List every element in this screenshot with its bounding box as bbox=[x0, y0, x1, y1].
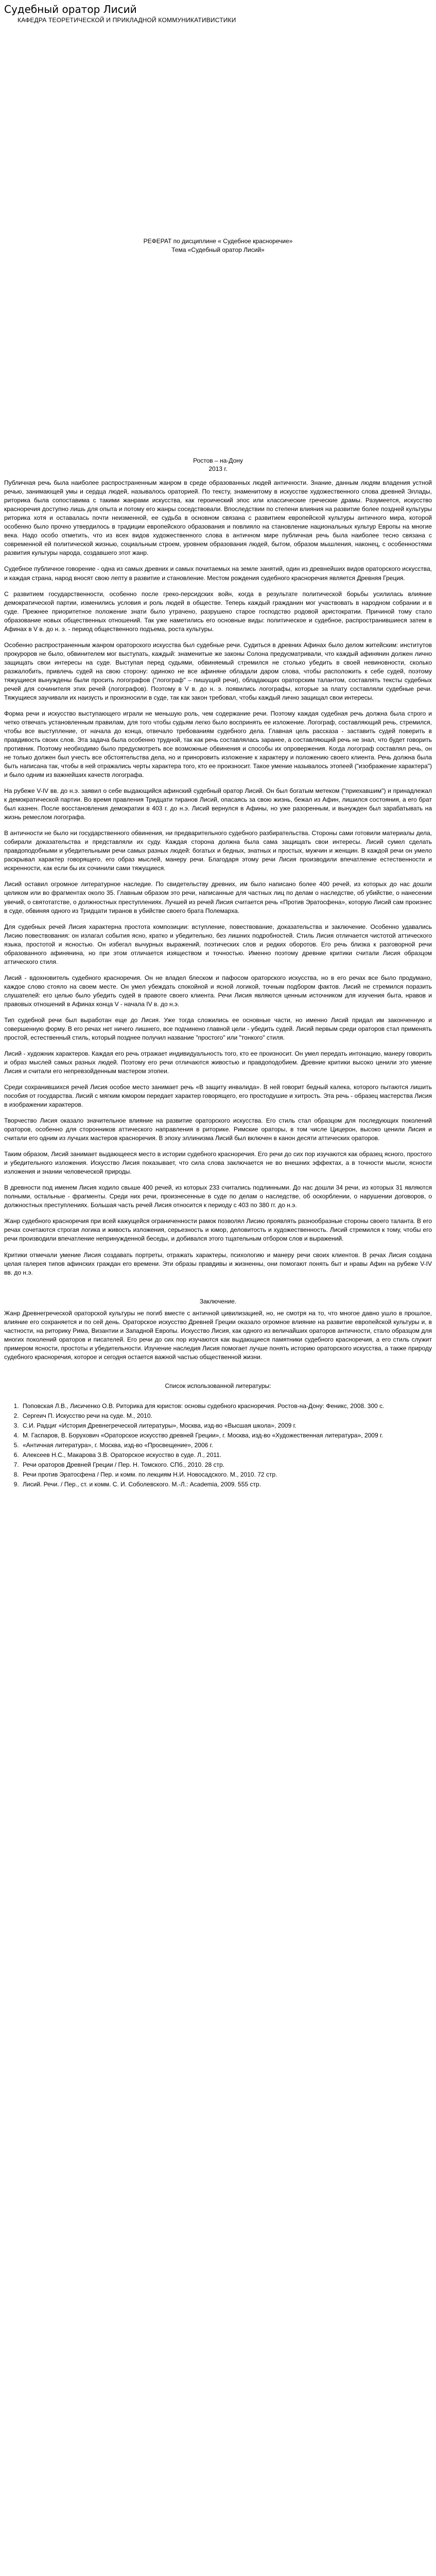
bibliography-list bbox=[4, 1402, 432, 1489]
bibliography-item: 1. Поповская Л.В., Лисиченко О.В. Риторика для юристов: основы судебного красноречия. Ростов-на-Дону: Феникс, 2008. 300 с. bbox=[21, 1402, 432, 1411]
body-paragraph: Жанр судебного красноречия при всей кажущейся ограниченности рамок позволял Лисию проявлять разнообразные стороны своего таланта. В его речах сочетаются строгая логика и живость изложения, серьезность и юмор, деловитость и художественность. Лисий стремился к тому, чтобы его речи производили впечатление непринужденной беседы, и добивался этого тщательным отбором слов и выражений. bbox=[4, 1217, 432, 1243]
conclusion-paragraph: Жанр Древнегреческой ораторской культуры не погиб вместе с античной цивилизацией, но, не смотря на то, что многое давно ушло в прошлое, влияние его сохраняется и по сей день. Ораторское искусство Древней Греции оказало огромное влияние на развитие европейской культуры и, в частности, на риторику Рима, Византии и Западной Европы. Искусство Лисия, как одного из величайших ораторов античности, стало образцом для многих поколений ораторов и писателей. Его речи до сих пор изучаются как выдающиеся памятники судебного красноречия, а его стиль служит примером ясности, простоты и убедительности. Изучение наследия Лисия помогает лучше понять историю ораторского искусства, а также природу судебного красноречия, которое и сегодня остается важной частью общественной жизни. bbox=[4, 1309, 432, 1361]
conclusion-heading: Заключение. bbox=[199, 1297, 237, 1305]
spacer bbox=[4, 473, 432, 479]
body-paragraph: Лисий - художник характеров. Каждая его речь отражает индивидуальность того, кто ее произносит. Он умел передать интонацию, манеру говорить и образ мыслей самых разных людей. Поэтому его речи отличаются живостью и правдоподобием. Древние критики высоко ценили это умение Лисия и считали его непревзойденным мастером этопеи. bbox=[4, 1049, 432, 1075]
body-paragraph: Лисий - вдохновитель судебного красноречия. Он не владел блеском и пафосом ораторского искусства, но в его речах все было продумано, каждое слово стояло на своем месте. Он умел убеждать спокойной и ясной логикой, точным подбором фактов. Лисий не стремился поразить слушателей: его целью было убедить судей в правоте своего клиента. Речи Лисия являются ценным источником для изучения быта, нравов и правовых отношений в Афинах конца V - начала IV в. до н.э. bbox=[4, 974, 432, 1008]
page-title: Судебный оратор Лисий bbox=[4, 3, 137, 15]
report-body bbox=[4, 479, 432, 1277]
bibliography-item: 4. М. Гаспаров, В. Борухович «Ораторское искусство древней Греции», г. Москва, изд-во «Художественная литература», 2009 г. bbox=[21, 1431, 432, 1440]
body-paragraph: Таким образом, Лисий занимает выдающееся место в истории судебного красноречия. Его речи до сих пор изучаются как образец ясного, простого и убедительного изложения. Искусство Лисия показывает, что сила слова заключается не во внешних эффектах, а в точности мысли, ясности изложения и знании человеческой природы. bbox=[4, 1150, 432, 1176]
bibliography-item: 7. Речи ораторов Древней Греции / Пер. Н. Томского. СПб., 2010. 28 стр. bbox=[21, 1461, 432, 1469]
spacer bbox=[4, 1394, 432, 1402]
department-name: КАФЕДРА ТЕОРЕТИЧЕСКОЙ И ПРИКЛАДНОЙ КОММУНИКАТИВИСТИКИ bbox=[18, 16, 236, 24]
body-paragraph: На рубеже V-IV вв. до н.э. заявил о себе выдающийся афинский судебный оратор Лисий. Он был богатым метеком ("приехавшим") и принадлежал к демократической партии. Во время правления Тридцати тиранов Лисий, опасаясь за свою жизнь, бежал из Афин, лишился состояния, а его брат был казнен. После восстановления демократии в 403 г. до н.э. Лисий вернулся в Афины, но уже разоренным, и вынужден был зарабатывать на жизнь ремеслом логографа. bbox=[4, 787, 432, 821]
report-topic-line: Тема «Судебный оратор Лисий» bbox=[171, 246, 265, 253]
report-discipline-line: РЕФЕРАТ по дисциплине « Судебное красноречие» bbox=[143, 238, 293, 245]
body-paragraph: В античности не было ни государственного обвинения, ни предварительного судебного разбирательства. Стороны сами готовили материалы дела, собирали доказательства и представляли их суду. Каждая сторона должна была сама защищать свои интересы. Лисий сумел сделать правдоподобными и убедительными речи самых разных людей: богатых и бедных, знатных и простых, мужчин и женщин. В каждой речи он умело раскрывал характер говорящего, его образ мыслей, манеру речи. Благодаря этому речи Лисия производили впечатление естественности и искренности, как если бы их сочинили сами тяжущиеся. bbox=[4, 829, 432, 872]
body-paragraph: Тип судебной речи был выработан еще до Лисия. Уже тогда сложились ее основные части, но именно Лисий придал им законченную и совершенную форму. В его речах нет ничего лишнего, все подчинено главной цели - убедить судей. Лисий первым среди ораторов стал применять простой, естественный стиль, который позднее получил название "простого" или "тонкого" стиля. bbox=[4, 1016, 432, 1041]
year-line: 2013 г. bbox=[208, 465, 228, 473]
body-paragraph: Лисий оставил огромное литературное наследие. По свидетельству древних, им было написано более 400 речей, из которых до нас дошли целиком или во фрагментах около 35. Главным образом это речи, написанные для частных лиц по делам о наследстве, об убийстве, о нанесении увечий, о святотатстве, о должностных преступлениях. Лучшей из речей Лисия считается речь «Против Эратосфена», которую Лисий сам произнес в суде, обвиняя одного из Тридцати тиранов в убийстве своего брата Полемарха. bbox=[4, 880, 432, 914]
bibliography-item: 9. Лисий. Речи. / Пер., ст. и комм. С. И. Соболевского. М.-Л.: Academia, 2009. 555 стр. bbox=[21, 1480, 432, 1489]
bibliography-item: 8. Речи против Эратосфена / Пер. и комм. по лекциям Н.И. Новосадского. М., 2010. 72 стр. bbox=[21, 1470, 432, 1479]
body-paragraph: С развитием государственности, особенно после греко-персидских войн, когда в результате политической борьбы усилилась влияние демократической партии, изменились условия и роль людей в обществе. Теперь каждый гражданин мог участвовать в народном собрании и в суде. Прежнее приоритетное положение знати было утрачено, разрушено старое господство родовой аристократии. Причиной тому стало образование новых общественных отношений. Так уже наметились его основные виды: политическое и судебное, распространившиеся затем в Афинах в V в. до н. э. - период общественного подъема, роста культуры. bbox=[4, 590, 432, 633]
document-page bbox=[0, 3, 436, 1511]
body-paragraph: Творчество Лисия оказало значительное влияние на развитие ораторского искусства. Его стиль стал образцом для последующих поколений ораторов, особенно для сторонников аттического направления в риторике. Римские ораторы, в том числе Цицерон, высоко ценили Лисия и считали его одним из лучших мастеров красноречия. В эпоху эллинизма Лисий был включен в канон десяти аттических ораторов. bbox=[4, 1117, 432, 1142]
body-paragraph: Публичная речь была наиболее распространенным жанром в среде образованных людей античности. Знание, данным людям владения устной речью, занимающей умы и сердца людей, называлось ораторией. По тексту, знаменитому в искусстве художественного слова древней Эллады, риторика была сопоставима с такими жанрами искусства, как героический эпос или классические греческие драмы. Разумеется, искусство красноречия доступно лишь для опыта и потому его жанры соседствовали. Впоследствии по степени влияния на развитие более поздней культуры риторика хотя и оставалась почти неизменной, ее судьба в основном связана с развитием европейской культуры античного мира, которой особенно было прочно утвердилось в традиции европейского образования и повлияло на становление национальных культур Европы на многие века. Надо особо отметить, что из всех видов художественного слова в античном мире публичная речь была наиболее тесно связана с современной ей политической жизнью, социальным строем, уровнем образования людей, бытом, образом мышления, наконец, с особенностями развития культуры народа, создавшего этот жанр. bbox=[4, 479, 432, 557]
body-paragraph: Среди сохранившихся речей Лисия особое место занимает речь «В защиту инвалида». В ней говорит бедный калека, которого пытаются лишить пособия от государства. Лисий с мягким юмором передает характер говорящего, его простодушие и хитрость. Эта речь - образец мастерства Лисия в изображении характеров. bbox=[4, 1083, 432, 1109]
bibliography-item: 6. Алексеев Н.С., Макарова З.В. Ораторское искусство в суде. Л., 2011. bbox=[21, 1451, 432, 1460]
body-paragraph: Для судебных речей Лисия характерна простота композиции: вступление, повествование, доказательства и заключение. Особенно удавались Лисию повествования: он излагал события ясно, кратко и убедительно, без лишних подробностей. Стиль Лисия отличается чистотой аттического языка, простотой и ясностью. Он избегал вычурных выражений, поэтических слов и редких оборотов. Его речь близка к разговорной речи образованного афинянина, но при этом отличается изяществом и точностью. Именно поэтому древние критики считали Лисия образцом аттического стиля. bbox=[4, 923, 432, 965]
bibliography-item: 2. Сергеич П. Искусство речи на суде. М., 2010. bbox=[21, 1412, 432, 1420]
bibliography-heading: Список использованной литературы: bbox=[165, 1382, 271, 1389]
body-paragraph: Форма речи и искусство выступающего играли не меньшую роль, чем содержание речи. Поэтому каждая судебная речь должна была строго и четко отвечать установленным правилам, для того чтобы судьям легко было воспринять ее изложение. Логограф, составляющий речь, стремился, чтобы все выступление, от начала до конца, отвечало требованиям судебного дела. Главная цель рассказа - заставить судей поверить в правдивость своих слов. Эта задача была особенно трудной, так как речь составлялась заранее, а составляющий речь не знал, что будет говорить противник. Поэтому необходимо было предусмотреть все возможные обвинения и способы их опровержения. Когда логограф составлял речь, он не только должен был учесть все обстоятельства дела, но и приноровить изложение к характеру и положению своего клиента. Речь должна была быть написана так, чтобы в ней отражались черты характера того, кто ее произносит. Такое умение называлось этопеей ("изображение характера") и было одним из важнейших качеств логографа. bbox=[4, 709, 432, 779]
body-paragraph: Критики отмечали умение Лисия создавать портреты, отражать характеры, психологию и манеру речи своих клиентов. В речах Лисия создана целая галерея типов афинских граждан его времени. Эти образы правдивы и жизненны, они помогают понять быт и нравы Афин на рубеже V-IV вв. до н.э. bbox=[4, 1251, 432, 1276]
city-line: Ростов – на-Дону bbox=[193, 456, 243, 464]
bibliography-item: 5. «Античная литература», г. Москва, изд-во «Просвещение», 2006 г. bbox=[21, 1441, 432, 1450]
spacer bbox=[4, 24, 432, 237]
bibliography-item: 3. С.И. Радциг «История Древнегреческой литературы», Москва, изд-во «Высшая школа», 2009 г. bbox=[21, 1421, 432, 1430]
body-paragraph: Особенно распространенным жанром ораторского искусства был судебные речи. Судиться в древних Афинах было делом житейским: институтов прокуроров не было, обвинителем мог выступать, каждый: знаменитые же законы Солона предусматривали, что каждый афинянин должен лично защищать свои интересы на суде. Выступая перед судьями, обвиняемый стремился не столько убедить в своей невиновности, сколько разжалобить, привлечь судей на свою сторону: одиноко не все афиняне обладали даром слова, чтобы расположить к себе судей, поэтому тяжущиеся вынуждены были просить логографов ("логограф" – пишущий речи), обладающих ораторским талантом, составлять тексты судебных речей для сочинителя этих речей (логографов). Поэтому в V в. до н. э. появились логографы, которые за плату составляли судебные речи. Тяжущиеся заучивали их наизусть и произносили в суде, так как закон требовал, чтобы каждый лично защищал свои интересы. bbox=[4, 641, 432, 701]
body-paragraph: Судебное публичное говорение - одна из самых древних и самых почитаемых на земле занятий, один из древнейших видов ораторского искусства, и каждая страна, народ вносят свою лепту в развитие и становление. Местом рождения судебного красноречия является Древняя Греция. bbox=[4, 565, 432, 582]
body-paragraph: В древности под именем Лисия ходило свыше 400 речей, из которых 233 считались подлинными. До нас дошли 34 речи, из которых 31 являются полными, остальные - фрагменты. Среди них речи, произнесенные в суде по делам о наследстве, об оскорблении, о нарушении договоров, о должностных преступлениях. Большая часть речей Лисия относится к периоду с 403 по 380 гг. до н.э. bbox=[4, 1184, 432, 1209]
spacer bbox=[4, 255, 432, 456]
